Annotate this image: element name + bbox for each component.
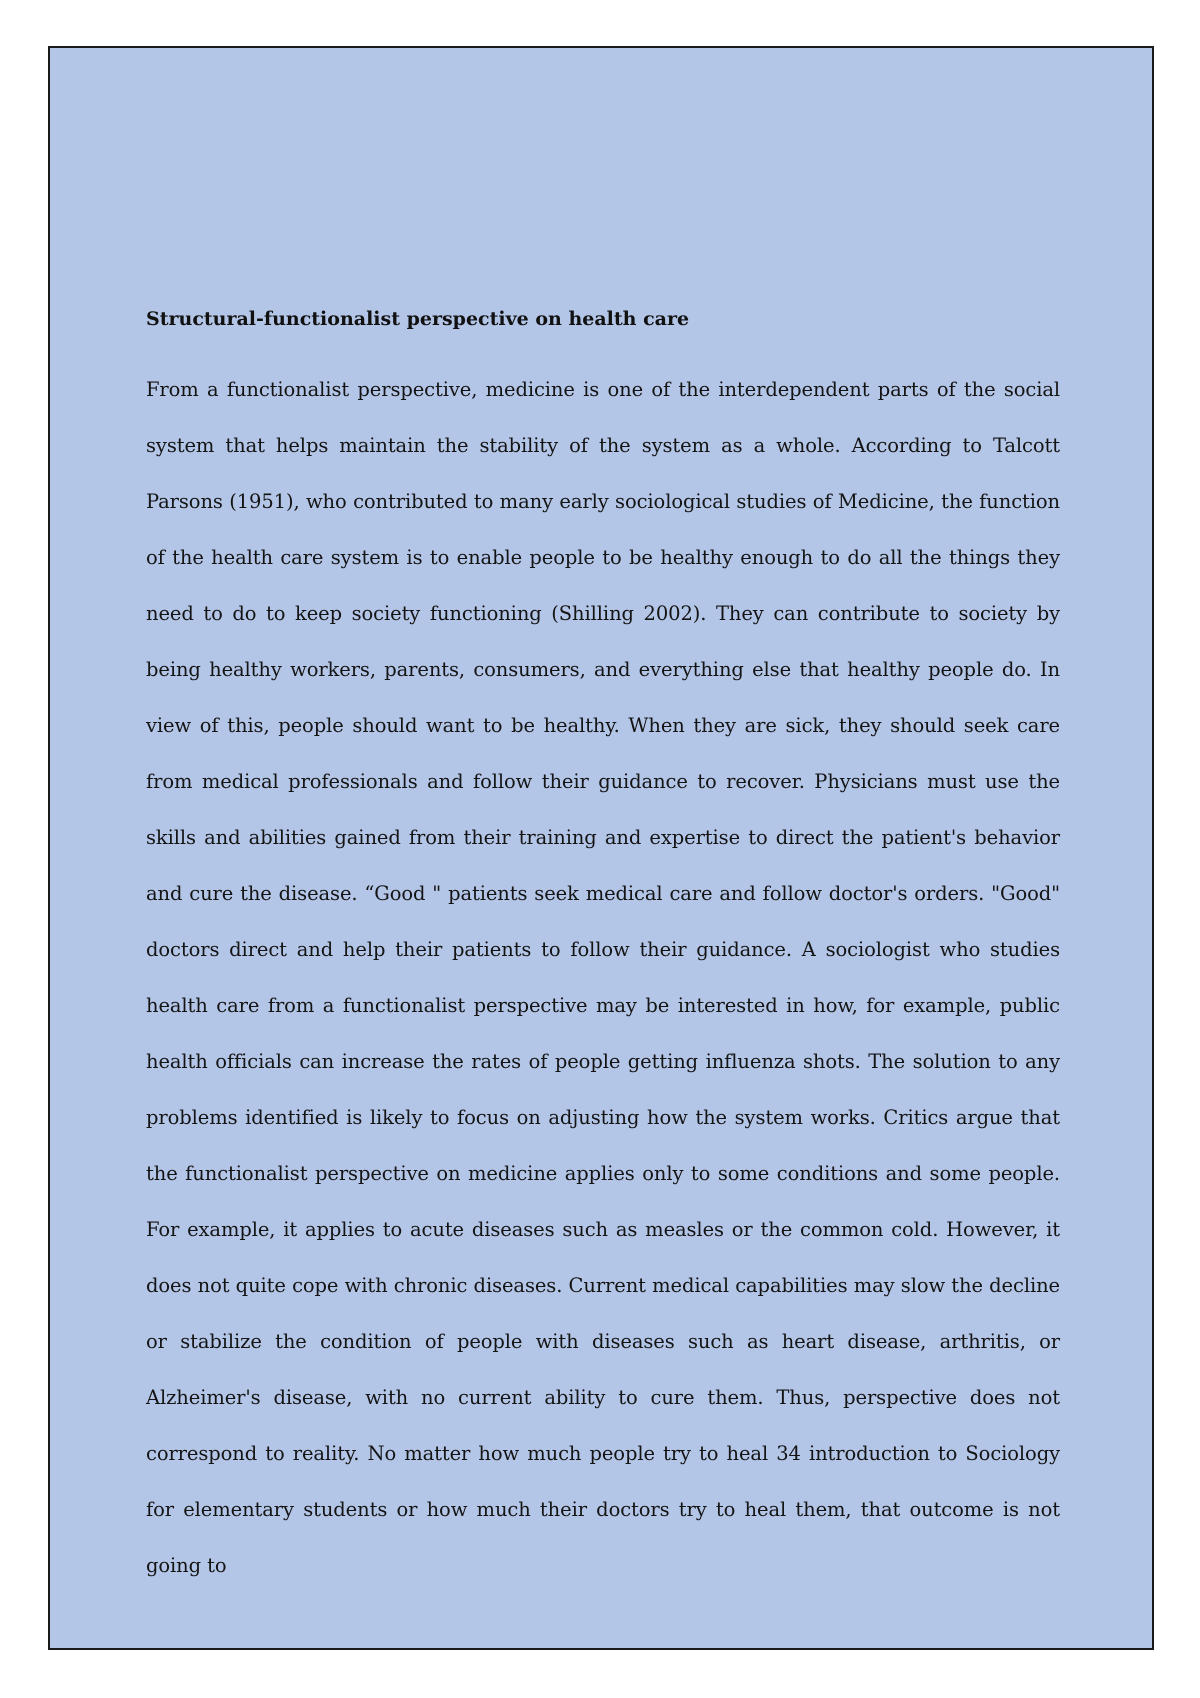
document-page bbox=[48, 46, 1154, 1650]
body-paragraph: From a functionalist perspective, medicine is one of the interdependent parts of the social system that helps maintain the stability of the system as a whole. According to Talcott Parsons (1951), who contributed to many early sociological studies of Medicine, the function of the health care system is to enable people to be healthy enough to do all the things they need to do to keep society functioning (Shilling 2002). They can contribute to society by being healthy workers, parents, consumers, and everything else that healthy people do. In view of this, people should want to be healthy. When they are sick, they should seek care from medical professionals and follow their guidance to recover. Physicians must use the skills and abilities gained from their training and expertise to direct the patient's behavior and cure the disease. “Good " patients seek medical care and follow doctor's orders. "Good" doctors direct and help their patients to follow their guidance. A sociologist who studies health care from a functionalist perspective may be interested in how, for example, public health officials can increase the rates of people getting influenza shots. The solution to any problems identified is likely to focus on adjusting how the system works. Critics argue that the functionalist perspective on medicine applies only to some conditions and some people. For example, it applies to acute diseases such as measles or the common cold. However, it does not quite cope with chronic diseases. Current medical capabilities may slow the decline or stabilize the condition of people with diseases such as heart disease, arthritis, or Alzheimer's disease, with no current ability to cure them. Thus, perspective does not correspond to reality. No matter how much people try to heal 34 introduction to Sociology for elementary students or how much their doctors try to heal them, that outcome is not going to bbox=[146, 378, 1060, 1577]
document-content bbox=[146, 306, 1060, 1594]
section-heading: Structural-functionalist perspective on health care bbox=[146, 308, 690, 330]
